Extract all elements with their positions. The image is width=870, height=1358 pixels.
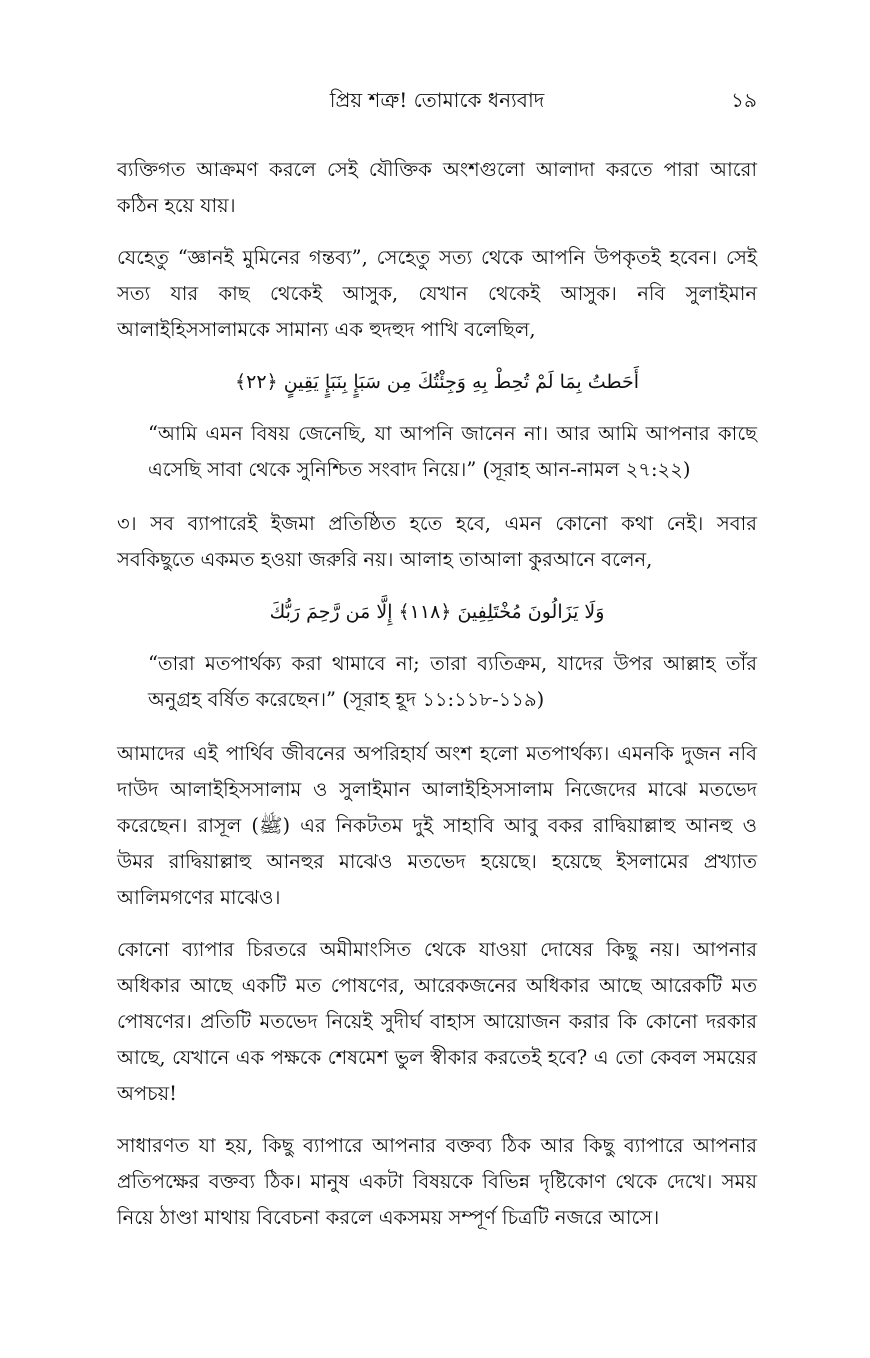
paragraph-5: কোনো ব্যাপার চিরতরে অমীমাংসিত থেকে যাওয়া দোষের কিছু নয়। আপনার অধিকার আছে একটি মত পোষণের, আরেকজনের অধিকার আছে আরেকটি মত পোষণের। প্রতিটি মতভেদ নিয়েই সুদীর্ঘ বাহাস আয়োজন করার কি কোনো দরকার আছে, যেখানে এক পক্ষকে শেষমেশ ভুল স্বীকার করতেই হবে? এ তো কেবল সময়ের অপচয়! [117,938,757,1105]
paragraph-1: ব্যক্তিগত আক্রমণ করলে সেই যৌক্তিক অংশগুলো আলাদা করতে পারা আরো কঠিন হয়ে যায়। [117,158,757,217]
arabic-verse-2: وَلَا يَزَالُونَ مُخْتَلِفِينَ ﴿١١٨﴾ إِلَّا مَن رَّحِمَ رَبُّكَ [269,601,605,623]
chapter-title: প্রিয় শত্রু! তোমাকে ধন্যবাদ [329,88,545,112]
running-header [117,78,757,122]
book-page [117,78,757,1252]
paragraph-2: যেহেতু “জ্ঞানই মুমিনের গন্তব্য”, সেহেতু সত্য থেকে আপনি উপকৃতই হবেন। সেই সত্য যার কাছ থেকেই আসুক, যেখান থেকেই আসুক। নবি সুলাইমান আলাইহিসসালামকে সামান্য এক হুদহুদ পাখি বলেছিল, [117,246,757,341]
arabic-verse-1: أَحَطتُ بِمَا لَمْ تُحِطْ بِهِ وَجِئْتُكَ مِن سَبَإٍ بِنَبَإٍ يَقِينٍ ﴿٢٢﴾ [234,371,640,393]
quote-block-1 [117,416,757,488]
quote-2-text: “তারা মতপার্থক্য করা থামাবে না; তারা ব্যতিক্রম, যাদের উপর আল্লাহ তাঁর অনুগ্রহ বর্ষিত করেছেন।” (সূরাহ হূদ ১১:১১৮-১১৯) [148,652,757,711]
quote-block-2 [117,646,757,718]
quote-1-text: “আমি এমন বিষয় জেনেছি, যা আপনি জানেন না। আর আমি আপনার কাছে এসেছি সাবা থেকে সুনিশ্চিত সংবাদ নিয়ে।” (সূরাহ আন-নামল ২৭:২২) [148,422,757,481]
page-number: ১৯ [731,88,757,112]
paragraph-6: সাধারণত যা হয়, কিছু ব্যাপারে আপনার বক্তব্য ঠিক আর কিছু ব্যাপারে আপনার প্রতিপক্ষের বক্তব্য ঠিক। মানুষ একটা বিষয়কে বিভিন্ন দৃষ্টিকোণ থেকে দেখে। সময় নিয়ে ঠাণ্ডা মাথায় বিবেচনা করলে একসময় সম্পূর্ণ চিত্রটি নজরে আসে। [117,1134,757,1229]
paragraph-3: ৩। সব ব্যাপারেই ইজমা প্রতিষ্ঠিত হতে হবে, এমন কোনো কথা নেই। সবার সবকিছুতে একমত হওয়া জরুরি নয়। আলাহ তাআলা কুরআনে বলেন, [117,512,757,571]
paragraph-4: আমাদের এই পার্থিব জীবনের অপরিহার্য অংশ হলো মতপার্থক্য। এমনকি দুজন নবি দাউদ আলাইহিসসালাম ও সুলাইমান আলাইহিসসালাম নিজেদের মাঝে মতভেদ করেছেন। রাসূল (ﷺ) এর নিকটতম দুই সাহাবি আবু বকর রাদ্বিয়াল্লাহু আনহু ও উমর রাদ্বিয়াল্লাহু আনহুর মাঝেও মতভেদ হয়েছে। হয়েছে ইসলামের প্রখ্যাত আলিমগণের মাঝেও। [117,742,757,909]
